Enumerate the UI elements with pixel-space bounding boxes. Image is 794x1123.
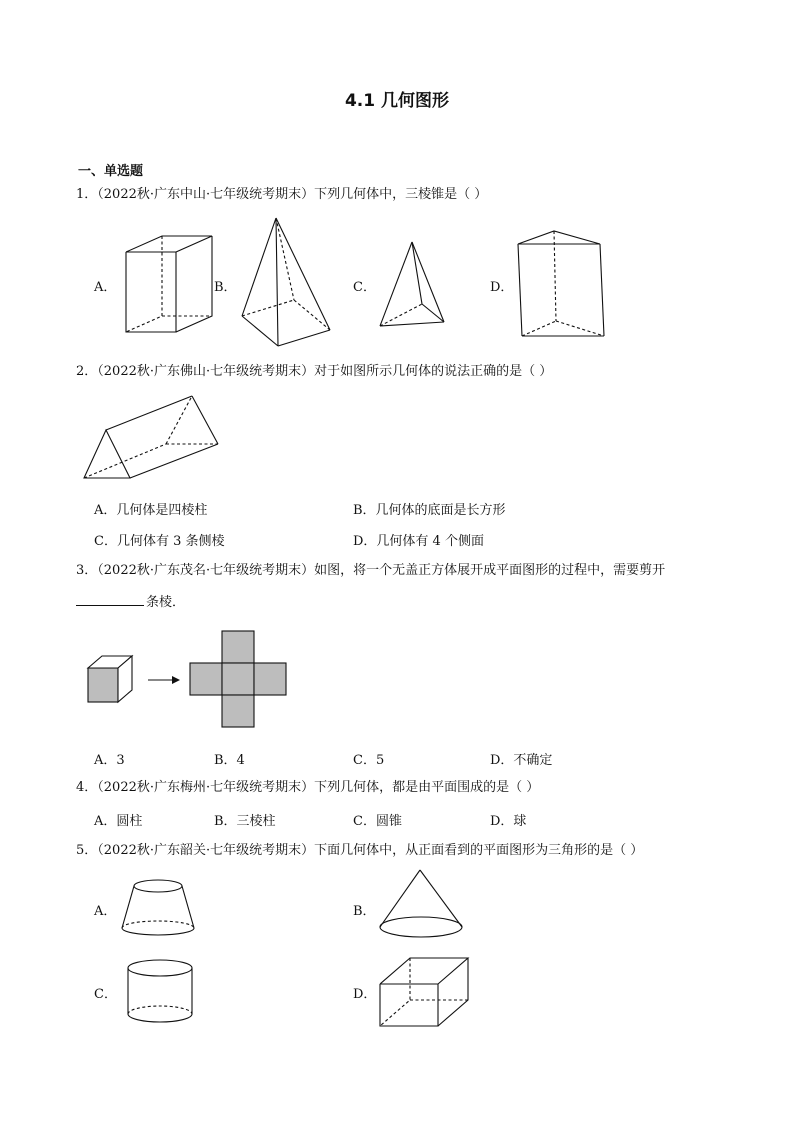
section-heading: 一、单选题 (78, 164, 144, 179)
q1-figure-a-cuboid (126, 236, 212, 332)
q3-option-a: A．3 (94, 753, 125, 768)
q3-figure-open-cube (88, 656, 132, 702)
q3-figure-cube-net (190, 631, 286, 727)
question-3-stem: 3．（2022秋·广东茂名·七年级统考期末）如图，将一个无盖正方体展开成平面图形的过程中，需要剪开 (76, 563, 666, 578)
q5-option-b-label: B． (353, 904, 376, 919)
question-2-stem: 2．（2022秋·广东佛山·七年级统考期末）对于如图所示几何体的说法正确的是（ ） (76, 364, 553, 379)
question-5-stem: 5．（2022秋·广东韶关·七年级统考期末）下面几何体中，从正面看到的平面图形为三角形的是（ ） (76, 843, 644, 858)
q4-option-b: B．三棱柱 (214, 814, 276, 829)
q1-option-c-label: C． (353, 280, 376, 295)
q5-option-c-label: C． (94, 987, 117, 1002)
q3-option-d: D．不确定 (490, 753, 553, 768)
q4-option-a: A．圆柱 (94, 814, 143, 829)
q5-figure-b-cone (380, 870, 462, 937)
q5-figure-d-cuboid (380, 958, 468, 1026)
answer-blank (76, 592, 144, 606)
q5-option-a-label: A． (94, 904, 117, 919)
question-3-stem-continued (76, 592, 185, 612)
q2-figure-triangular-prism (84, 396, 218, 478)
q2-option-a: A．几何体是四棱柱 (94, 503, 208, 518)
q4-option-c: C．圆锥 (353, 814, 402, 829)
q2-option-c: C．几何体有 3 条侧棱 (94, 534, 225, 549)
q1-figure-d-triangular-prism (518, 231, 604, 336)
q2-option-b: B．几何体的底面是长方形 (353, 503, 506, 518)
q3-option-c: C．5 (353, 753, 385, 768)
q1-option-d-label: D． (490, 280, 514, 295)
q3-arrow-icon (148, 676, 180, 684)
q1-figure-c-triangular-pyramid (380, 242, 444, 326)
page-title: 4.1 几何图形 (344, 91, 450, 111)
q3-option-b: B．4 (214, 753, 245, 768)
q4-option-d: D．球 (490, 814, 527, 829)
question-1-stem: 1．（2022秋·广东中山·七年级统考期末）下列几何体中，三棱锥是（ ） (76, 187, 488, 202)
q1-option-b-label: B． (214, 280, 237, 295)
question-4-stem: 4．（2022秋·广东梅州·七年级统考期末）下列几何体，都是由平面围成的是（ ） (76, 780, 540, 795)
q5-figure-a-frustum (122, 880, 194, 935)
question-3-stem-tail: 条棱． (146, 595, 186, 610)
q5-option-d-label: D． (353, 987, 377, 1002)
q1-option-a-label: A． (94, 280, 117, 295)
q1-figure-b-square-pyramid (242, 218, 330, 346)
q2-option-d: D．几何体有 4 个侧面 (353, 534, 484, 549)
q5-figure-c-cylinder (128, 960, 192, 1022)
